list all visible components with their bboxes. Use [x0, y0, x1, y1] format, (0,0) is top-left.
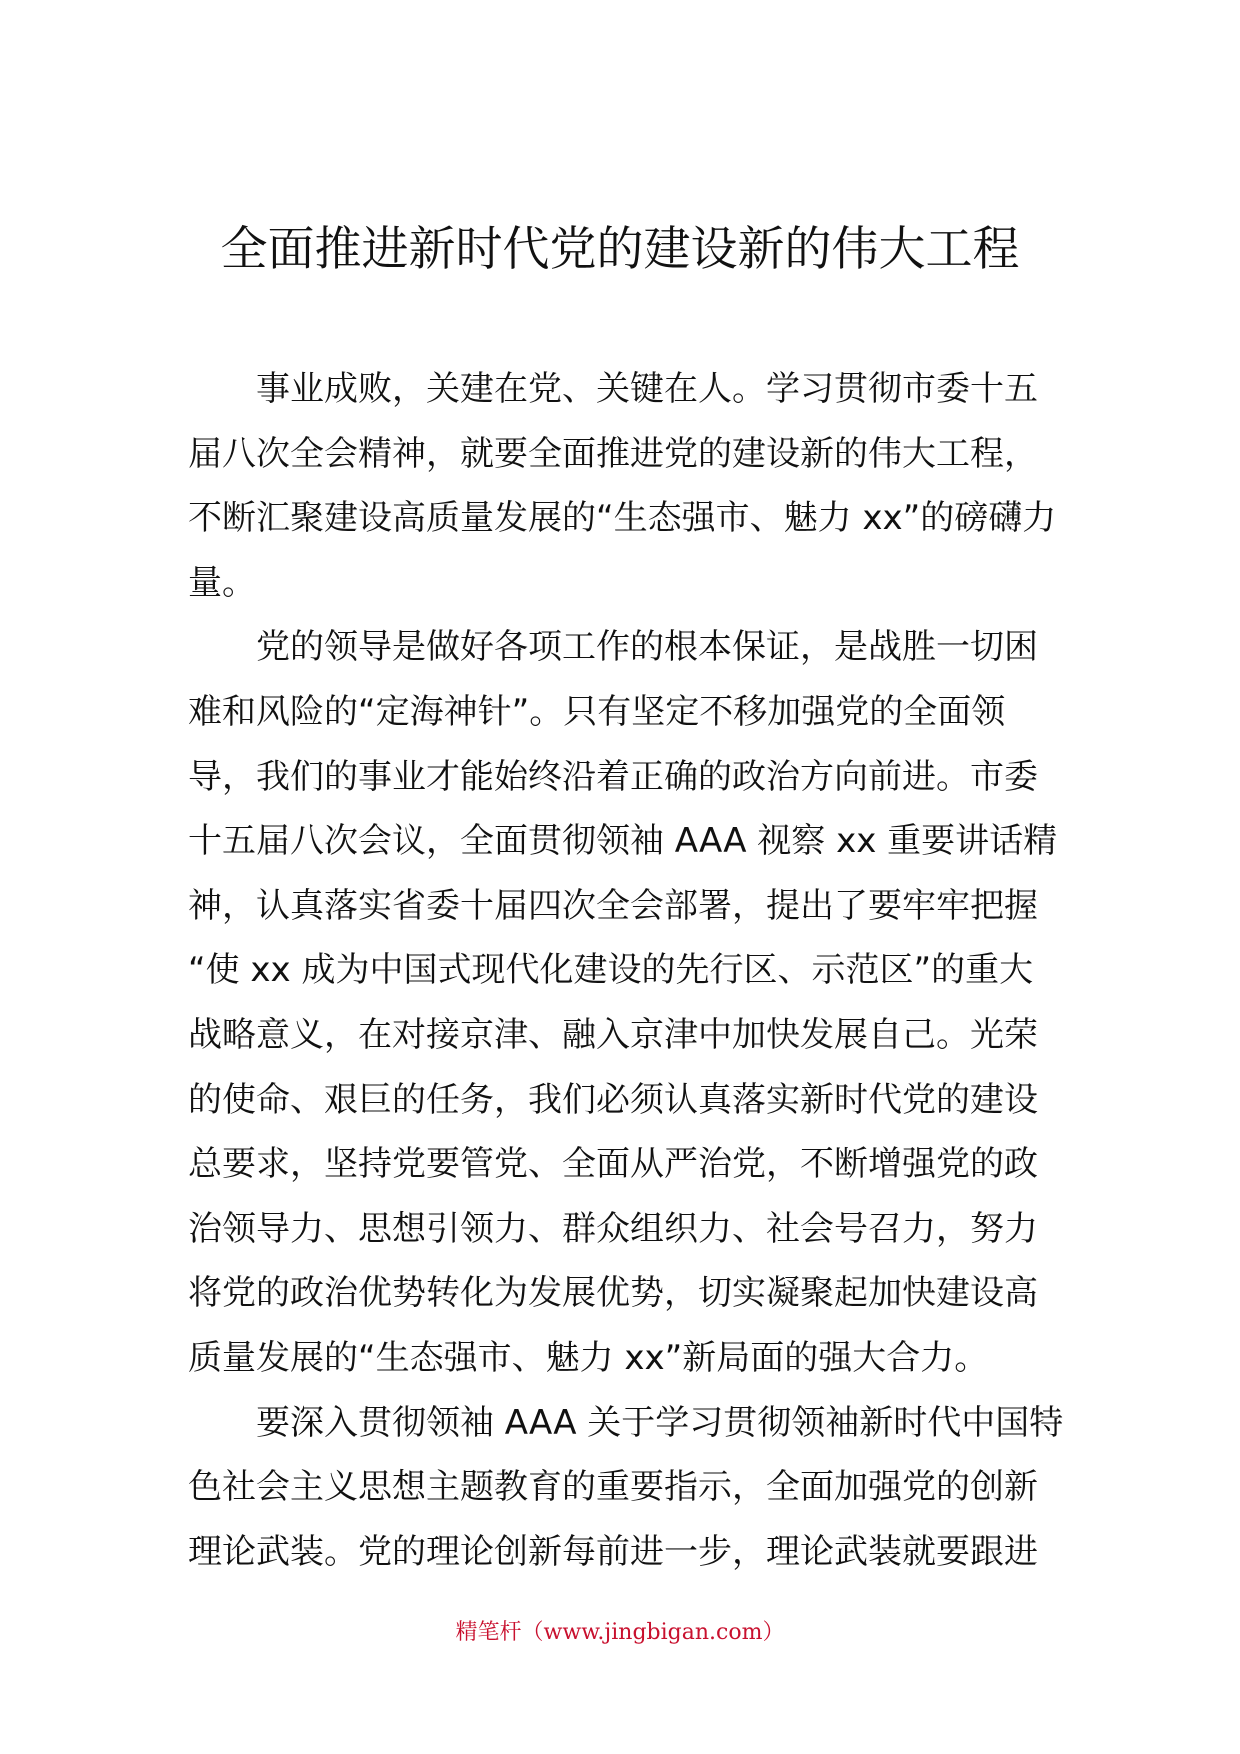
paragraph-3	[188, 1391, 1064, 1585]
paragraph-line: 十五届八次会议，全面贯彻领袖 AAA 视察 xx 重要讲话精	[188, 821, 1058, 862]
paragraph-line: 要深入贯彻领袖 AAA 关于学习贯彻领袖新时代中国特	[256, 1402, 1064, 1443]
paragraph-line: 治领导力、思想引领力、群众组织力、社会号召力，努力	[188, 1208, 1038, 1249]
document-title: 全面推进新时代党的建设新的伟大工程	[220, 222, 1020, 277]
paragraph-line: 理论武装。党的理论创新每前进一步，理论武装就要跟进	[188, 1531, 1038, 1572]
paragraph-line: 事业成败，关建在党、关键在人。学习贯彻市委十五	[256, 369, 1038, 409]
paragraph-line: 神，认真落实省委十届四次全会部署，提出了要牢牢把握	[188, 885, 1038, 926]
paragraph-line: 质量发展的“生态强市、魅力 xx”新局面的强大合力。	[188, 1337, 989, 1378]
paragraph-line: 导，我们的事业才能始终沿着正确的政治方向前进。市委	[188, 756, 1038, 797]
paragraph-2	[188, 615, 1058, 1390]
paragraph-line: 的使命、艰巨的任务，我们必须认真落实新时代党的建设	[188, 1079, 1038, 1120]
paragraph-line: 战略意义，在对接京津、融入京津中加快发展自己。光荣	[188, 1014, 1038, 1055]
paragraph-line: 难和风险的“定海神针”。只有坚定不移加强党的全面领	[188, 691, 1006, 732]
paragraph-line: “使 xx 成为中国式现代化建设的先行区、示范区”的重大	[188, 950, 1034, 991]
paragraph-line: 党的领导是做好各项工作的根本保证，是战胜一切困	[256, 627, 1038, 668]
paragraph-line: 量。	[188, 562, 256, 603]
paragraph-line: 将党的政治优势转化为发展优势，切实凝聚起加快建设高	[188, 1273, 1038, 1314]
paragraph-line: 届八次全会精神，就要全面推进党的建设新的伟大工程，	[188, 433, 1038, 474]
paragraph-line: 不断汇聚建设高质量发展的“生态强市、魅力 xx”的磅礴力	[188, 498, 1057, 539]
paragraph-1	[188, 357, 1057, 615]
document-body	[188, 357, 1064, 1584]
paragraph-line: 总要求，坚持党要管党、全面从严治党，不断增强党的政	[188, 1144, 1038, 1185]
footer-watermark-link[interactable]: 精笔杆（www.jingbigan.com）	[455, 1620, 785, 1645]
paragraph-line: 色社会主义思想主题教育的重要指示，全面加强党的创新	[188, 1467, 1038, 1508]
